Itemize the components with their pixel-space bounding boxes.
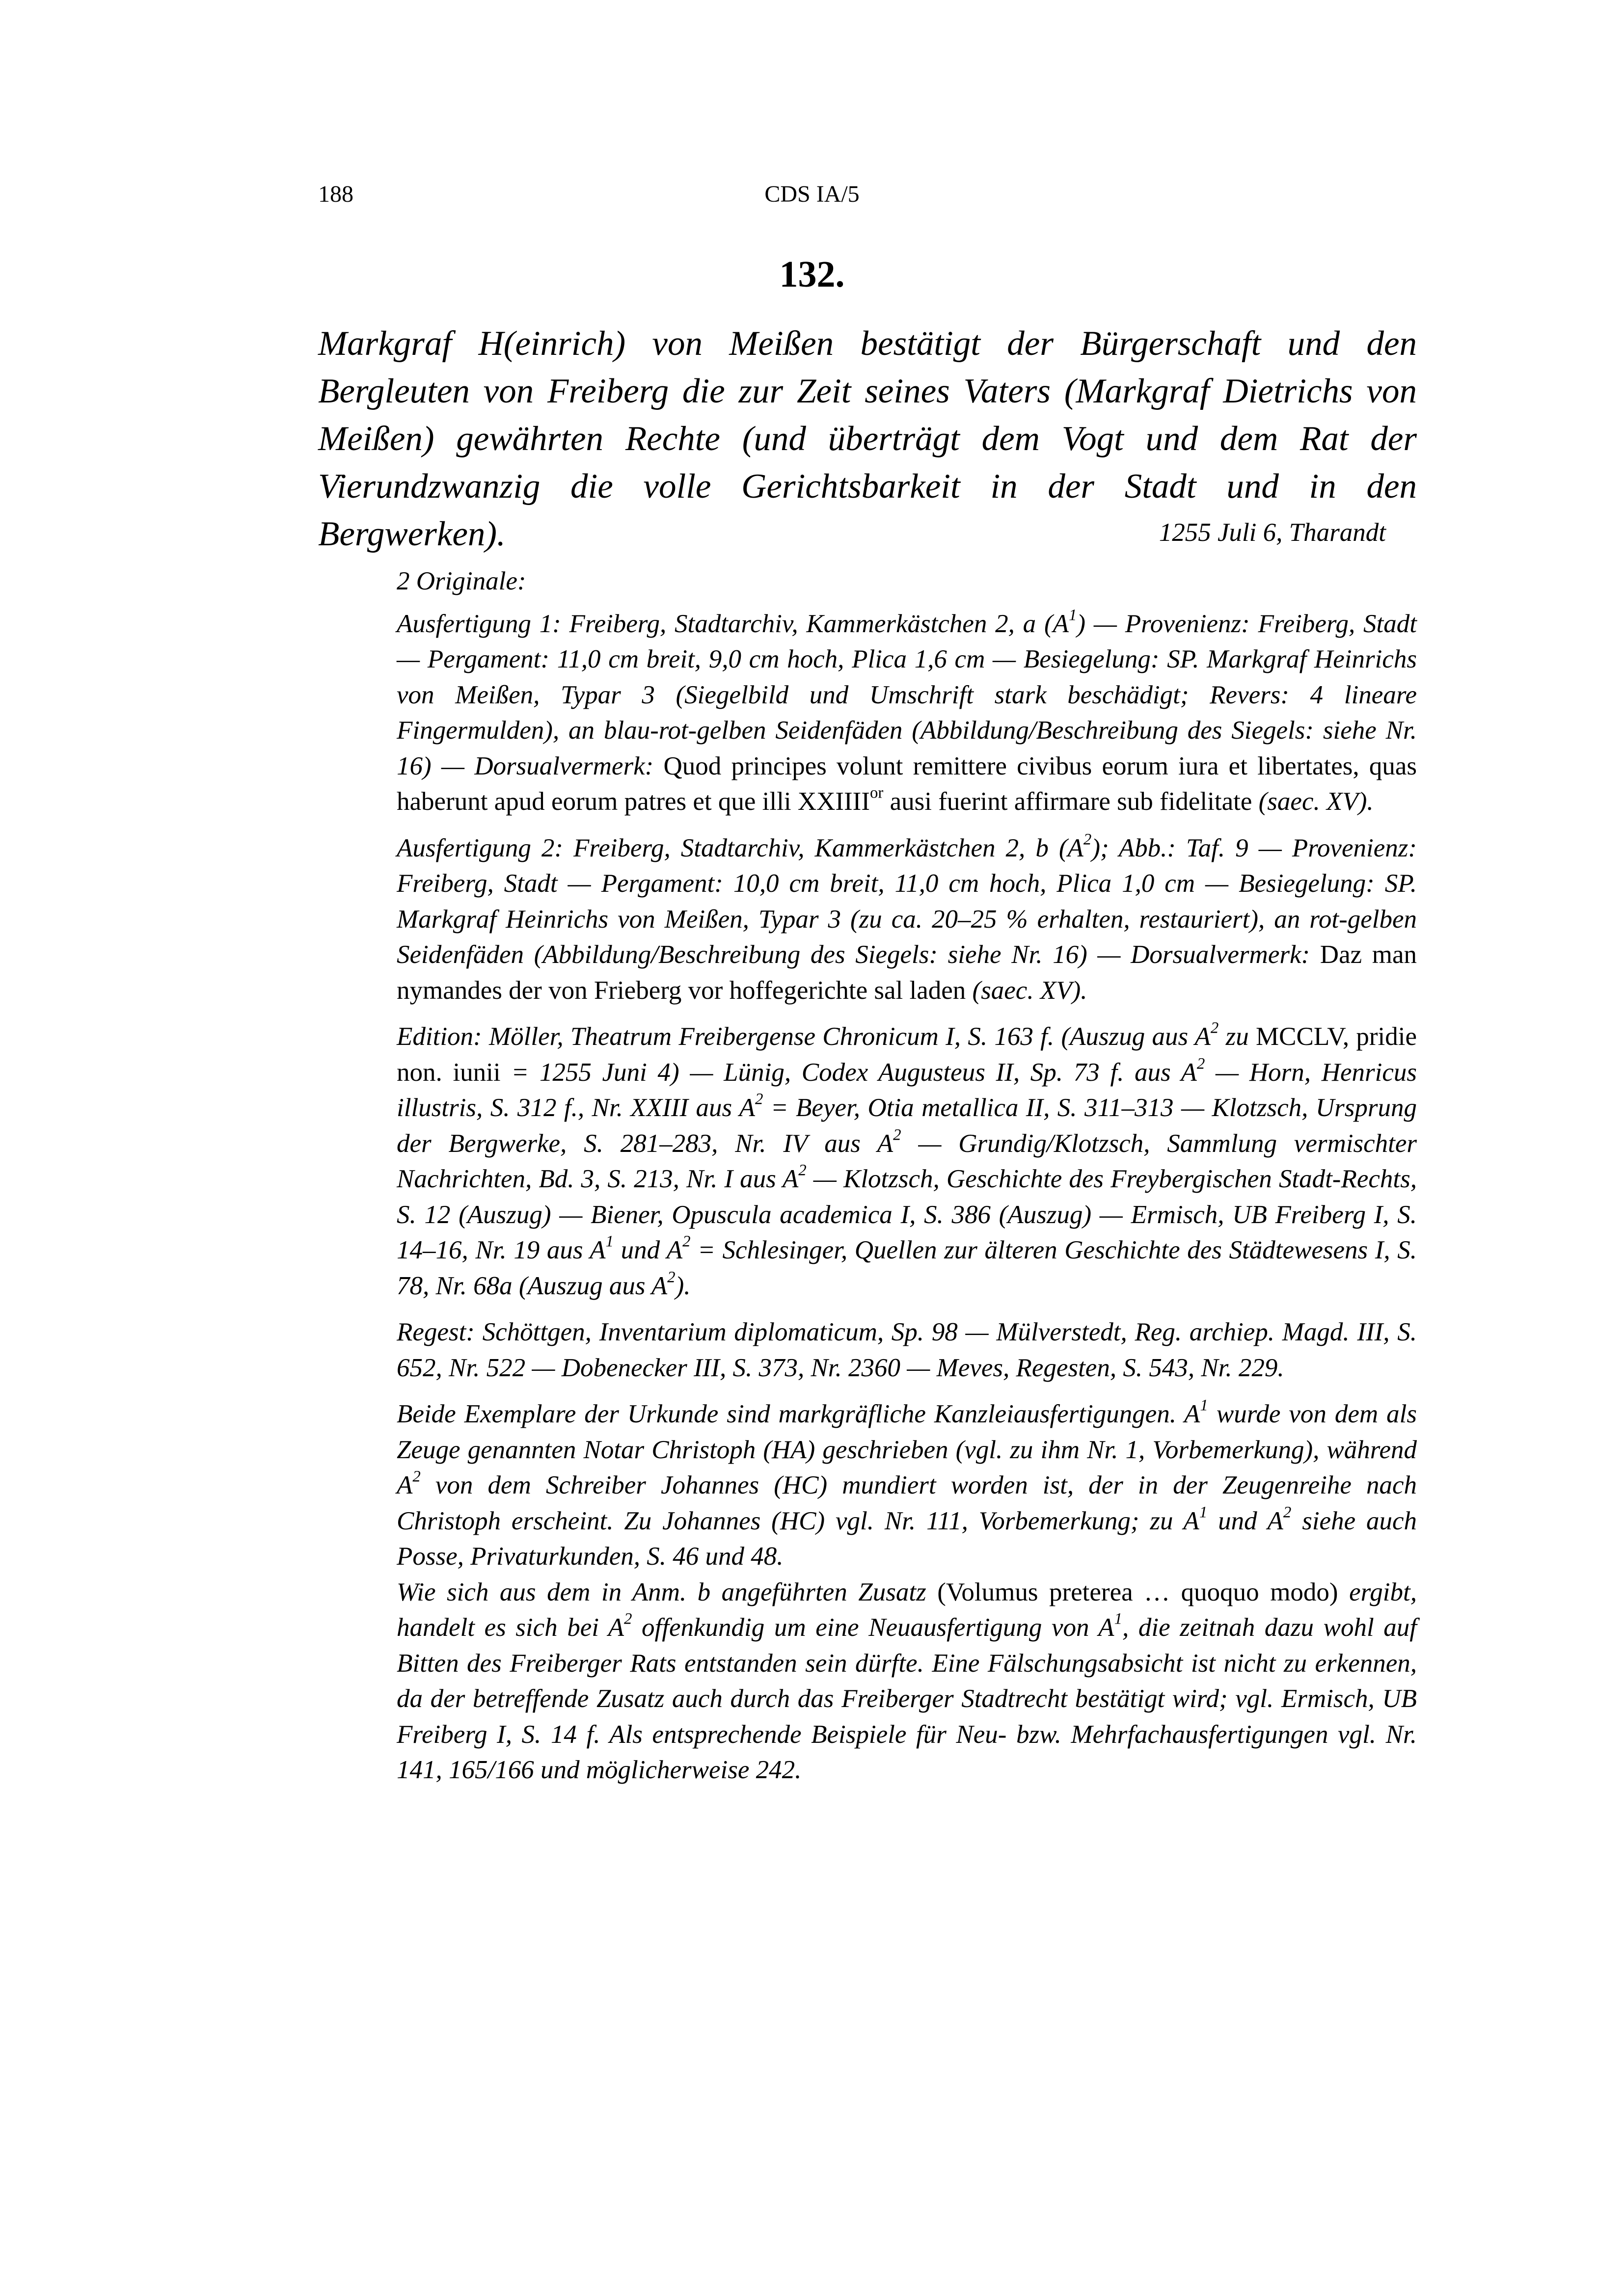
ausfertigung-1: Ausfertigung 1: Freiberg, Stadtarchiv, Kammerkästchen 2, a $(A^1)$ — Provenienz: Freiberg, Stadt — Pergament: 11,0 cm breit, 9,0 cm hoch, Plica 1,6 cm — Besiegelung: SP. Markgraf Heinrichs von Meißen, Typar 3 (Siegelbild und Umschrift stark beschädigt; Revers: 4 lineare Fingermulden), an blau-rot-gelben Seidenfäden (Abbildung/Beschreibung des Siegels: siehe Nr. 16) — Dorsualvermerk: Quod principes volunt remittere civibus eorum iura et libertates, quas haberunt apud eorum patres et que illi $XXIIII^{or}$ ausi fuerint affirmare sub fidelitate (saec. XV).: [397, 606, 1417, 816]
originals-heading: 2 Originale:: [397, 567, 526, 595]
remarks-paragraph-2: Wie sich aus dem in Anm. b angeführten Zusatz (Volumus preterea … quoquo modo) ergibt, handelt es sich bei $A^2$ offenkundig um eine Neuausfertigung von $A^1$, die zeitnah dazu wohl auf Bitten des Freiberger Rats entstanden sein dürfte. Eine Fälschungsabsicht ist nicht zu erkennen, da der betreffende Zusatz auch durch das Freiberger Stadtrecht bestätigt wird; vgl. Ermisch, UB Freiberg I, S. 14 f. Als entsprechende Beispiele für Neu- bzw. Mehrfachausfertigungen vgl. Nr. 141, 165/166 und möglicherweise 242.: [397, 1577, 1417, 1784]
regest: Regest: Schöttgen, Inventarium diplomaticum, Sp. 98 — Mülverstedt, Reg. archiep. Magd. III, S. 652, Nr. 522 — Dobenecker III, S. 373, Nr. 2360 — Meves, Regesten, S. 543, Nr. 229.: [397, 1318, 1417, 1382]
document-summary: Markgraf H(einrich) von Meißen bestätigt der Bürgerschaft und den Bergleuten von Freiberg die zur Zeit seines Vaters (Markgraf Dietrichs von Meißen) gewährten Rechte (und überträgt dem Vogt und dem Rat der Vierundzwanzig die volle Gerichtsbarkeit in der Stadt und in den Bergwerken).: [318, 324, 1417, 553]
page-header: [0, 181, 1624, 220]
apparatus: [397, 563, 1417, 1799]
page-number: 188: [318, 181, 353, 207]
document-number: 132.: [779, 254, 845, 295]
running-head: CDS IA/5: [764, 181, 860, 207]
date-place: 1255 Juli 6, Tharandt: [1159, 518, 1386, 547]
edition: Edition: Möller, Theatrum Freibergense Chronicum I, S. 163 f. (Auszug aus $A^2$ zu MCCLV, pridie non. iunii = 1255 Juni 4) — Lünig, Codex Augusteus II, Sp. 73 f. aus $A^2$ — Horn, Henricus illustris, S. 312 f., Nr. XXIII aus $A^2$ = Beyer, Otia metallica II, S. 311–313 — Klotzsch, Ursprung der Bergwerke, S. 281–283, Nr. IV aus $A^2$ — Grundig/Klotzsch, Sammlung vermischter Nachrichten, Bd. 3, S. 213, Nr. I aus $A^2$ — Klotzsch, Geschichte des Freybergischen Stadt-Rechts, S. 12 (Auszug) — Biener, Opuscula academica I, S. 386 (Auszug) — Ermisch, UB Freiberg I, S. 14–16, Nr. 19 aus $A^1$ und $A^2$ = Schlesinger, Quellen zur älteren Geschichte des Städtewesens I, S. 78, Nr. 68a (Auszug aus $A^2$).: [397, 1019, 1417, 1300]
ausfertigung-2: Ausfertigung 2: Freiberg, Stadtarchiv, Kammerkästchen 2, b $(A^2)$; Abb.: Taf. 9 — Provenienz: Freiberg, Stadt — Pergament: 10,0 cm breit, 11,0 cm hoch, Plica 1,0 cm — Besiegelung: SP. Markgraf Heinrichs von Meißen, Typar 3 (zu ca. 20–25 % erhalten, restauriert), an rot-gelben Seidenfäden (Abbildung/Beschreibung des Siegels: siehe Nr. 16) — Dorsualvermerk: Daz man nymandes der von Frieberg vor hoffegerichte sal laden (saec. XV).: [397, 830, 1417, 1005]
remarks-paragraph-1: Beide Exemplare der Urkunde sind markgräfliche Kanzleiausfertigungen. $A^1$ wurde von dem als Zeuge genannten Notar Christoph (HA) geschrieben (vgl. zu ihm Nr. 1, Vorbemerkung), während $A^2$ von dem Schreiber Johannes (HC) mundiert worden ist, der in der Zeugenreihe nach Christoph erscheint. Zu Johannes (HC) vgl. Nr. 111, Vorbemerkung; zu $A^1$ und $A^2$ siehe auch Posse, Privaturkunden, S. 46 und 48.: [397, 1396, 1417, 1571]
